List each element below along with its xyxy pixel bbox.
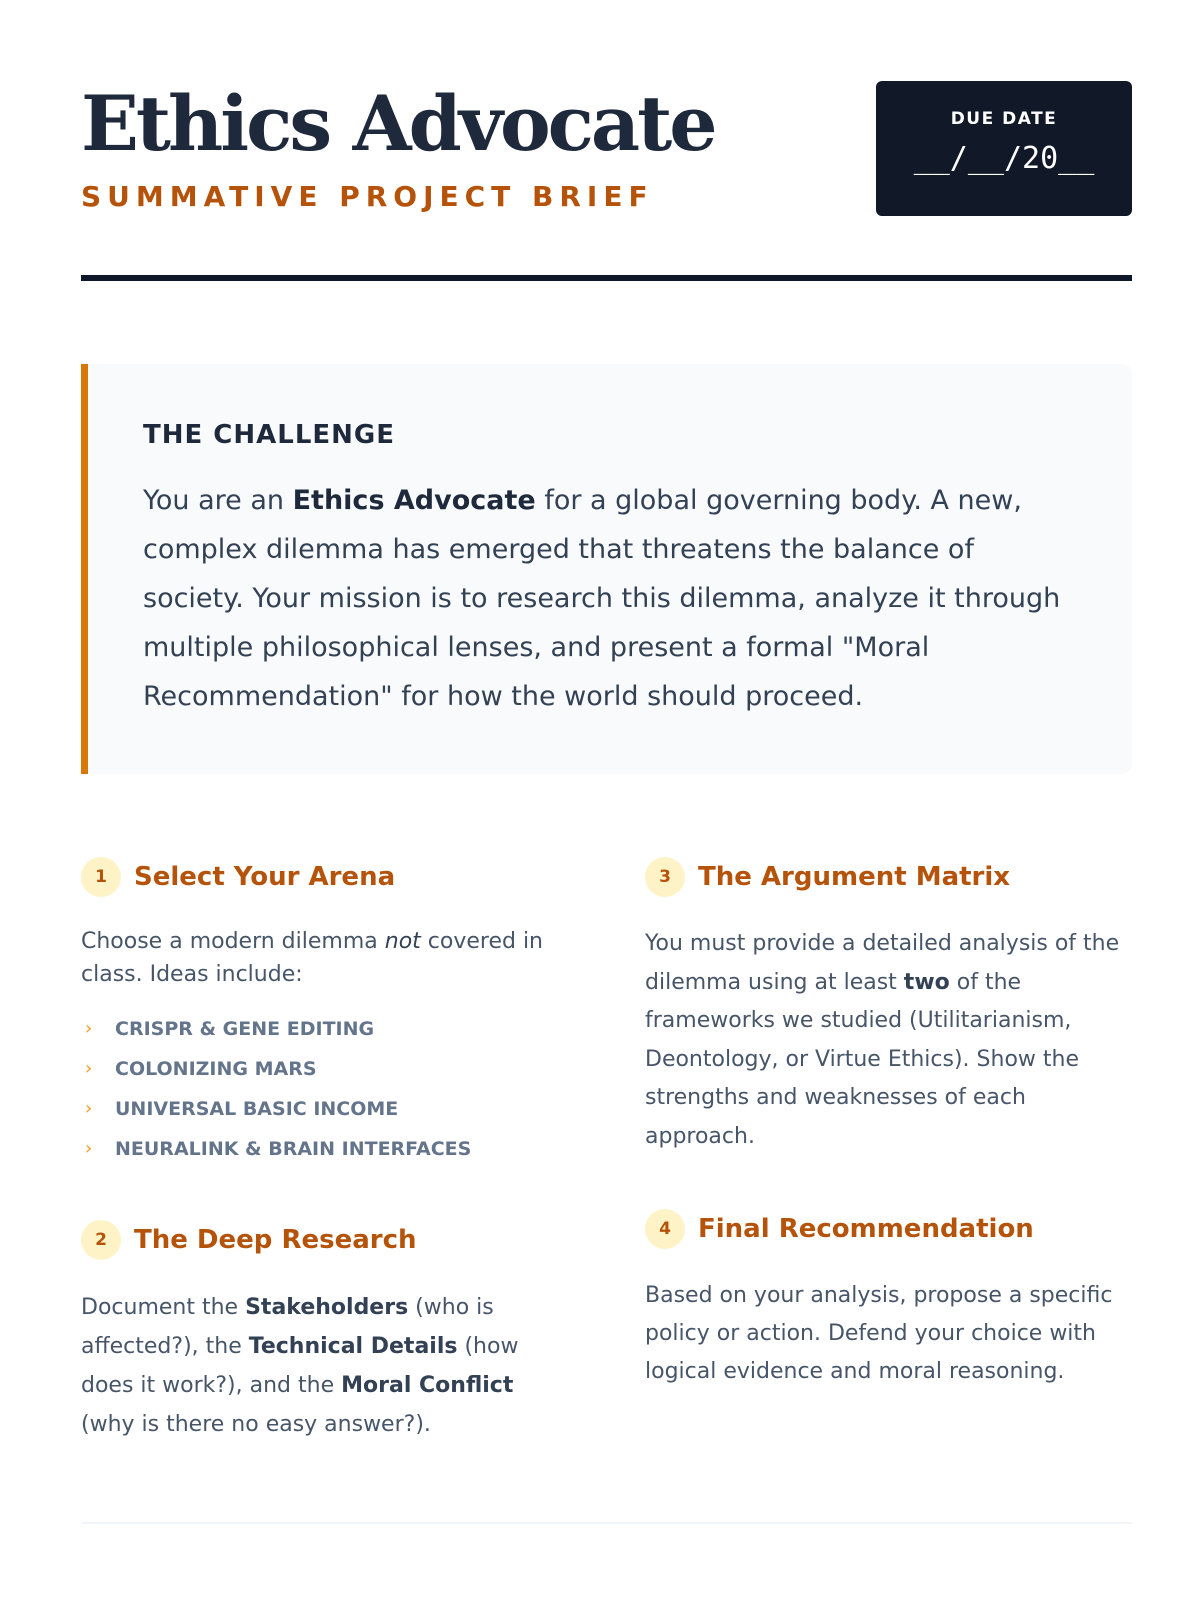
- step-text-emphasis: not: [384, 929, 421, 954]
- idea-item: [81, 1089, 571, 1129]
- step-text-part: (how does it work?), and the: [81, 1334, 519, 1398]
- challenge-panel: [81, 364, 1132, 774]
- step-text-part: (who is affected?), the: [81, 1295, 494, 1359]
- due-date-box: [876, 81, 1132, 216]
- idea-label: UNIVERSAL BASIC INCOME: [115, 1098, 399, 1120]
- chevron-right-icon: ›: [85, 1138, 93, 1159]
- step-title: The Deep Research: [134, 1225, 417, 1255]
- page-subtitle: SUMMATIVE PROJECT BRIEF: [81, 180, 654, 213]
- chevron-right-icon: ›: [85, 1058, 93, 1079]
- due-date-label: DUE DATE: [950, 109, 1058, 129]
- step-text-emphasis: Technical Details: [248, 1334, 458, 1359]
- step-text-part: You must provide a detailed analysis of the dilemma using at least: [645, 931, 1120, 995]
- step-description: Based on your analysis, propose a specific policy or action. Defend your choice with logical evidence and moral reasoning.: [645, 1283, 1113, 1384]
- footer-divider: [81, 1522, 1132, 1524]
- idea-item: [81, 1049, 571, 1089]
- due-date-value: __/__/20__: [913, 141, 1095, 176]
- ideas-list: [81, 1009, 571, 1169]
- step-title: The Argument Matrix: [698, 862, 1011, 892]
- step-text-part: Document the: [81, 1295, 246, 1320]
- step-text-part: (why is there no easy answer?).: [81, 1412, 431, 1437]
- step-text-emphasis: two: [903, 969, 950, 995]
- header-divider: [81, 275, 1132, 281]
- step-number-badge: 4: [645, 1209, 685, 1249]
- step-description: [81, 1288, 571, 1444]
- challenge-text-part: for a global governing body. A new, complex dilemma has emerged that threatens the balance of society. Your mission is to research this dilemma, analyze it through multiple philosophical lenses, and present a formal "Moral Recommendation" for how the world should proceed.: [143, 485, 1061, 712]
- step-description: [645, 925, 1132, 1156]
- idea-label: CRISPR & GENE EDITING: [115, 1018, 375, 1040]
- step-description: [81, 925, 571, 991]
- step-number-badge: 2: [81, 1220, 121, 1260]
- step-text-part: of the frameworks we studied (Utilitarianism, Deontology, or Virtue Ethics). Show the strengths and weaknesses of each approach.: [645, 969, 1079, 1149]
- idea-item: [81, 1009, 571, 1049]
- challenge-text-part: You are an: [143, 485, 293, 516]
- step-title: Select Your Arena: [134, 862, 396, 892]
- idea-item: [81, 1129, 571, 1169]
- challenge-text: [143, 476, 1073, 721]
- step-text-part: covered in class. Ideas include:: [81, 929, 543, 987]
- idea-label: NEURALINK & BRAIN INTERFACES: [115, 1138, 472, 1160]
- challenge-role-emphasis: Ethics Advocate: [292, 485, 536, 516]
- page-title: Ethics Advocate: [81, 79, 715, 168]
- page-header: [81, 81, 1132, 281]
- step-text-part: Choose a modern dilemma: [81, 929, 385, 954]
- step-title: Final Recommendation: [698, 1214, 1034, 1244]
- idea-label: COLONIZING MARS: [115, 1058, 317, 1080]
- chevron-right-icon: ›: [85, 1018, 93, 1039]
- step-number-badge: 3: [645, 857, 685, 897]
- step-text-emphasis: Moral Conflict: [341, 1373, 514, 1398]
- chevron-right-icon: ›: [85, 1098, 93, 1119]
- step-number-badge: 1: [81, 857, 121, 897]
- challenge-title: THE CHALLENGE: [143, 420, 396, 450]
- step-text-emphasis: Stakeholders: [245, 1295, 409, 1320]
